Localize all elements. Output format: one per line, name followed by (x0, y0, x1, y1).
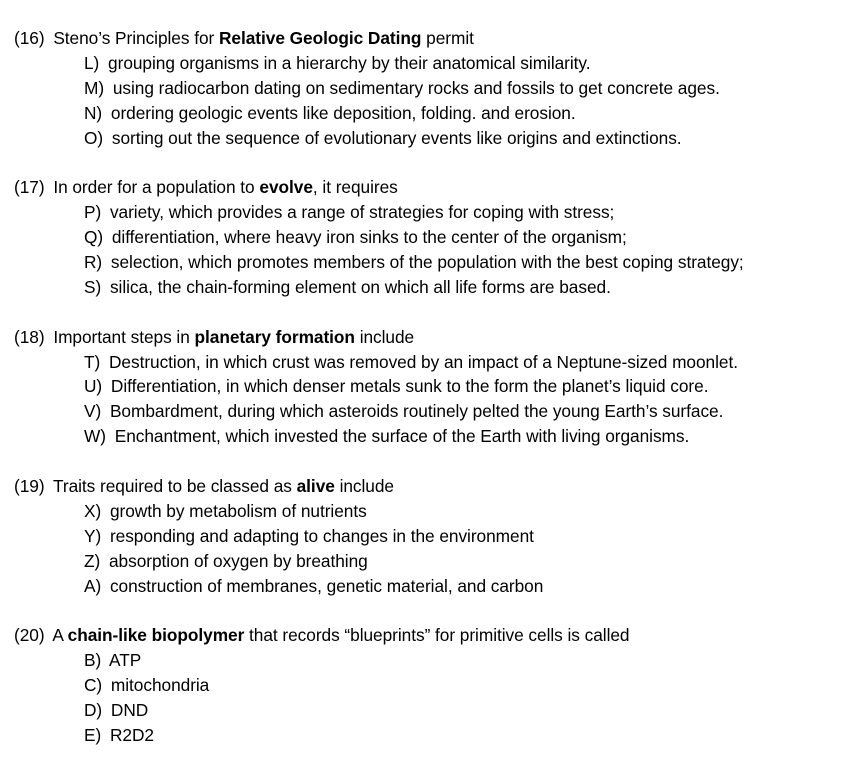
answer-option-Y (14, 524, 867, 549)
question-18 (14, 325, 867, 449)
question-number: (20) (14, 625, 45, 646)
option-text: construction of membranes, genetic material, and carbon (109, 575, 544, 596)
stem-text-end: include (359, 326, 415, 347)
option-text: ordering geologic events like deposition, folding. and erosion. (110, 102, 576, 123)
option-text: selection, which promotes members of the population with the best coping strategy; (110, 252, 744, 273)
answer-option-N (14, 101, 867, 126)
question-number: (17) (14, 177, 45, 198)
option-letter: Z) (84, 550, 101, 571)
stem-keyword: alive (296, 476, 335, 497)
question-stem (14, 175, 867, 200)
option-text: Destruction, in which crust was removed by an impact of a Neptune-sized moonlet. (108, 351, 738, 372)
stem-text: Steno’s Principles for (53, 28, 215, 48)
answer-option-M (14, 76, 867, 101)
answer-option-T (14, 350, 867, 375)
question-16 (14, 26, 867, 150)
option-letter: U) (84, 376, 103, 397)
option-text: absorption of oxygen by breathing (108, 550, 368, 571)
stem-text-end: , it requires (312, 177, 398, 198)
stem-text-end: that records “blueprints” for primitive cells is called (249, 625, 630, 646)
option-text: Enchantment, which invested the surface of the Earth with living organisms. (114, 426, 690, 447)
option-text: Differentiation, in which denser metals sunk to the form the planet’s liquid core. (110, 376, 709, 397)
option-text: grouping organisms in a hierarchy by their anatomical similarity. (108, 52, 591, 73)
option-letter: N) (84, 102, 103, 123)
option-letter: P) (84, 202, 102, 223)
option-letter: L) (84, 52, 100, 73)
question-number: (16) (14, 28, 45, 48)
answer-option-R (14, 250, 867, 275)
option-letter: Y) (84, 525, 102, 546)
option-text: DND (110, 700, 149, 721)
stem-text-end: permit (426, 28, 474, 48)
option-letter: Q) (84, 227, 104, 248)
question-stem (14, 623, 867, 648)
stem-keyword: evolve (259, 177, 313, 198)
stem-keyword: chain-like biopolymer (67, 625, 245, 646)
answer-option-U (14, 374, 867, 399)
option-letter: O) (84, 127, 104, 148)
question-stem (14, 26, 867, 51)
option-text: mitochondria (110, 675, 210, 696)
question-17 (14, 175, 867, 299)
question-20 (14, 623, 867, 747)
option-letter: X) (84, 500, 102, 521)
answer-option-D (14, 698, 867, 723)
option-letter: B) (84, 650, 102, 671)
stem-text: Important steps in (53, 326, 190, 347)
stem-text-end: include (339, 476, 394, 497)
answer-option-X (14, 499, 867, 524)
stem-text: Traits required to be classed as (53, 476, 292, 497)
answer-option-P (14, 200, 867, 225)
option-letter: W) (84, 426, 106, 447)
answer-option-W (14, 424, 867, 449)
question-stem (14, 325, 867, 350)
answer-option-S (14, 275, 867, 300)
option-letter: C) (84, 675, 103, 696)
answer-option-Z (14, 549, 867, 574)
option-letter: D) (84, 700, 103, 721)
option-letter: V) (84, 401, 102, 422)
answer-option-O (14, 126, 867, 151)
stem-text: A (52, 625, 63, 646)
option-text: ATP (109, 650, 142, 671)
question-stem (14, 474, 867, 499)
option-text: using radiocarbon dating on sedimentary rocks and fossils to get concrete ages. (112, 77, 720, 98)
option-letter: R) (84, 252, 103, 273)
stem-text: In order for a population to (53, 177, 255, 198)
option-text: silica, the chain-forming element on which all life forms are based. (109, 276, 611, 297)
quiz-page (14, 26, 867, 773)
option-text: variety, which provides a range of strategies for coping with stress; (109, 202, 615, 223)
option-letter: M) (84, 77, 105, 98)
answer-option-B (14, 648, 867, 673)
answer-option-Q (14, 225, 867, 250)
option-text: Bombardment, during which asteroids routinely pelted the young Earth’s surface. (109, 401, 724, 422)
question-number: (19) (14, 476, 45, 497)
answer-option-V (14, 399, 867, 424)
answer-option-L (14, 51, 867, 76)
stem-keyword: planetary formation (194, 326, 355, 347)
option-letter: S) (84, 276, 102, 297)
answer-option-A (14, 574, 867, 599)
question-19 (14, 474, 867, 598)
option-letter: A) (84, 575, 102, 596)
option-text: sorting out the sequence of evolutionary events like origins and extinctions. (111, 127, 682, 148)
option-letter: E) (84, 724, 102, 745)
stem-keyword: Relative Geologic Dating (219, 28, 422, 48)
option-text: R2D2 (109, 724, 154, 745)
option-text: responding and adapting to changes in the environment (109, 525, 534, 546)
answer-option-E (14, 723, 867, 748)
answer-option-C (14, 673, 867, 698)
option-text: growth by metabolism of nutrients (109, 500, 367, 521)
question-number: (18) (14, 326, 45, 347)
option-letter: T) (84, 351, 101, 372)
option-text: differentiation, where heavy iron sinks to the center of the organism; (111, 227, 627, 248)
